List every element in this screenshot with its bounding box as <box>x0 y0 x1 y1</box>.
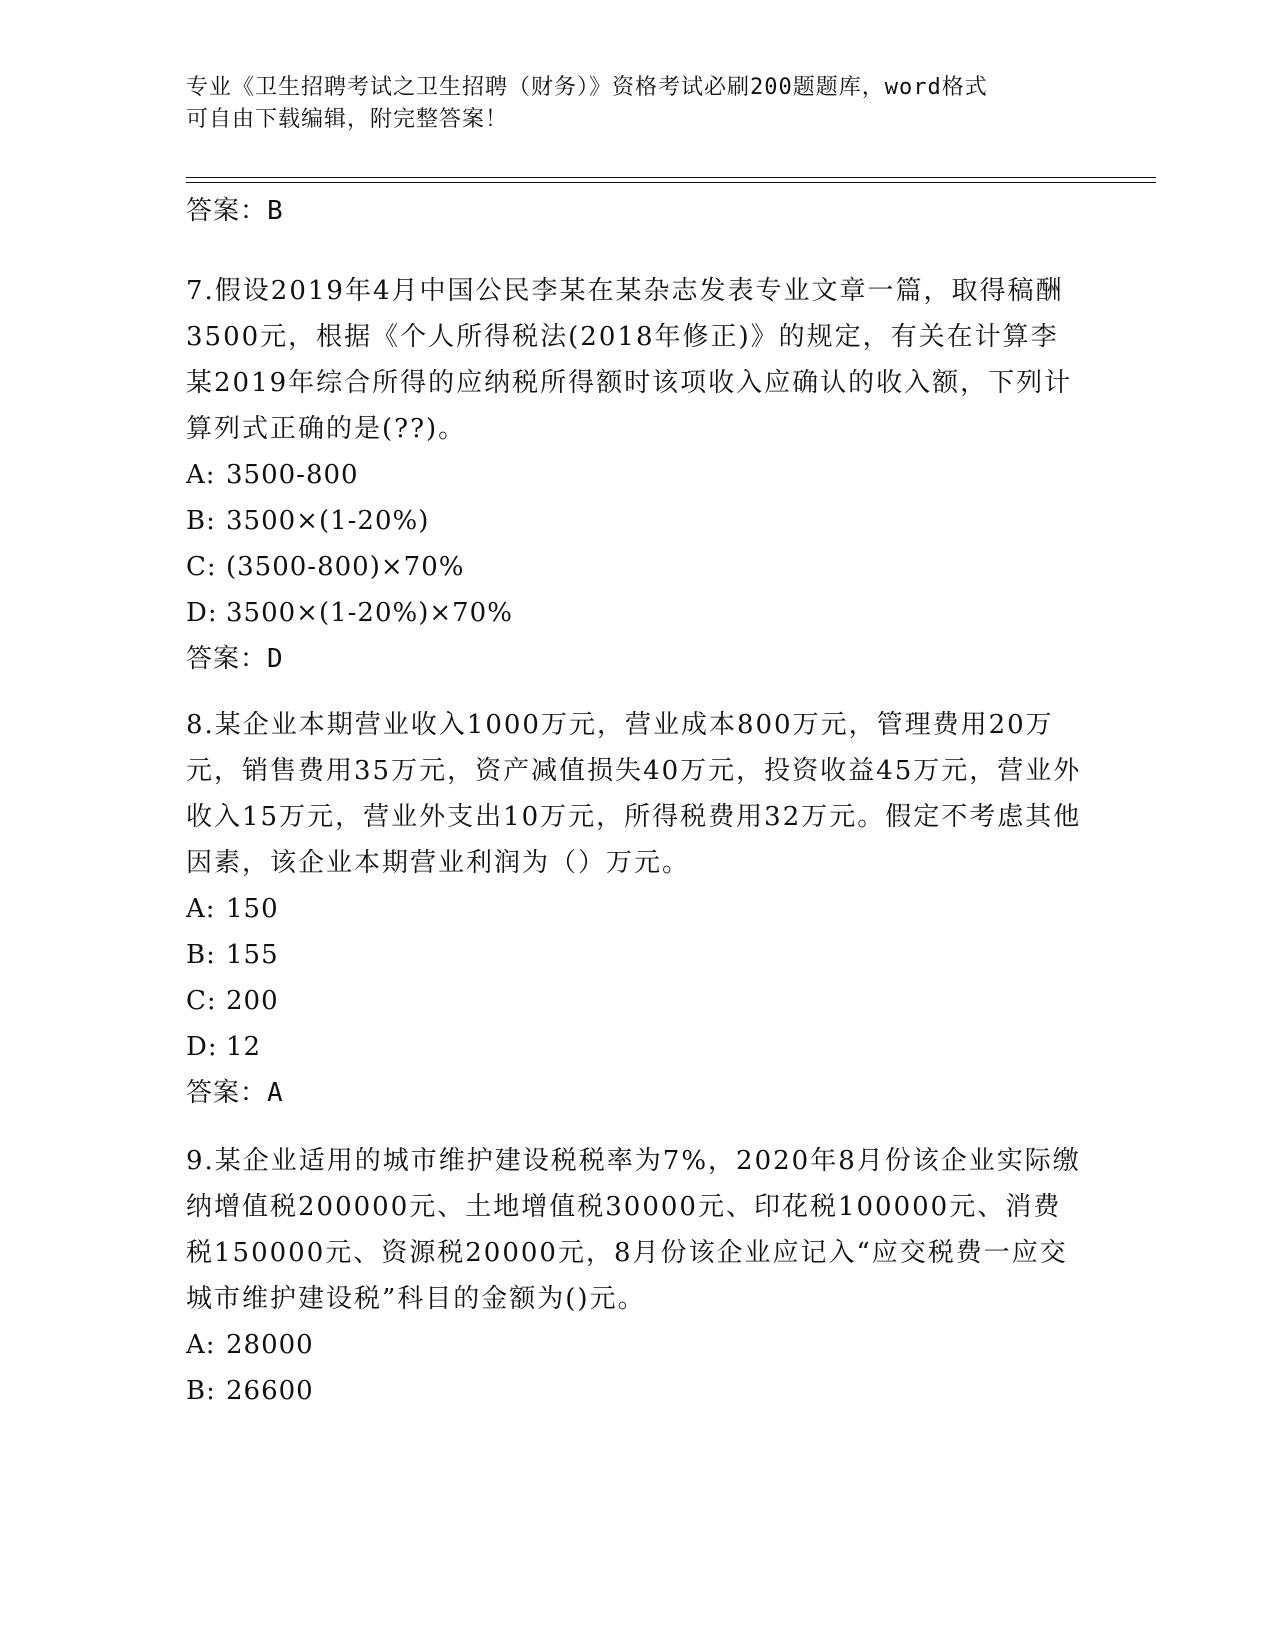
option-value: 155 <box>226 940 279 970</box>
question-text: 8.某企业本期营业收入1000万元，营业成本800万元，管理费用20万元，销售费用35万元，资产减值损失40万元，投资收益45万元，营业外收入15万元，营业外支出10万元，所得税费用32万元。假定不考虑其他因素，该企业本期营业利润为（）万元。 <box>186 710 1082 878</box>
option-key: D: <box>186 1032 218 1062</box>
option-d <box>186 590 1086 636</box>
option-c <box>186 978 1086 1024</box>
option-value: 150 <box>226 894 279 924</box>
option-value: 3500-800 <box>226 460 359 490</box>
option-key: B: <box>186 506 216 536</box>
question-9 <box>186 1138 1086 1414</box>
option-value: 200 <box>226 986 279 1016</box>
option-value: (3500-800)×70% <box>226 552 465 582</box>
question-7 <box>186 268 1086 682</box>
option-value: 28000 <box>226 1330 314 1360</box>
option-key: B: <box>186 940 216 970</box>
option-key: A: <box>186 460 216 490</box>
question-text: 7.假设2019年4月中国公民李某在某杂志发表专业文章一篇，取得稿酬3500元，根据《个人所得税法(2018年修正)》的规定，有关在计算李某2019年综合所得的应纳税所得额时该项收入应确认的收入额，下列计算列式正确的是(??)。 <box>186 276 1073 444</box>
question-text: 9.某企业适用的城市维护建设税税率为7%，2020年8月份该企业实际缴纳增值税200000元、土地增值税30000元、印花税100000元、消费税150000元、资源税20000元，8月份该企业应记入“应交税费一应交城市维护建设税”科目的金额为()元。 <box>186 1146 1081 1314</box>
header-line-2: 可自由下载编辑，附完整答案！ <box>186 107 509 132</box>
option-b <box>186 932 1086 978</box>
header-line-1: 专业《卫生招聘考试之卫生招聘（财务）》资格考试必刷200题题库，word格式 <box>186 75 988 100</box>
option-a <box>186 1322 1086 1368</box>
header-rule-bottom <box>186 182 1156 183</box>
answer-line: 答案：D <box>186 644 284 674</box>
option-b <box>186 1368 1086 1414</box>
option-a <box>186 452 1086 498</box>
option-c <box>186 544 1086 590</box>
option-key: C: <box>186 986 217 1016</box>
option-key: C: <box>186 552 217 582</box>
header-rule-top <box>186 177 1156 178</box>
option-d <box>186 1024 1086 1070</box>
option-key: D: <box>186 598 218 628</box>
option-value: 26600 <box>226 1376 314 1406</box>
option-b <box>186 498 1086 544</box>
option-value: 3500×(1-20%)×70% <box>226 598 513 628</box>
question-8 <box>186 702 1086 1116</box>
option-value: 3500×(1-20%) <box>226 506 430 536</box>
document-header <box>186 72 1066 136</box>
option-value: 12 <box>226 1032 262 1062</box>
previous-answer: 答案：B <box>186 196 284 226</box>
option-key: A: <box>186 1330 216 1360</box>
answer-line: 答案：A <box>186 1078 284 1108</box>
option-a <box>186 886 1086 932</box>
option-key: A: <box>186 894 216 924</box>
option-key: B: <box>186 1376 216 1406</box>
